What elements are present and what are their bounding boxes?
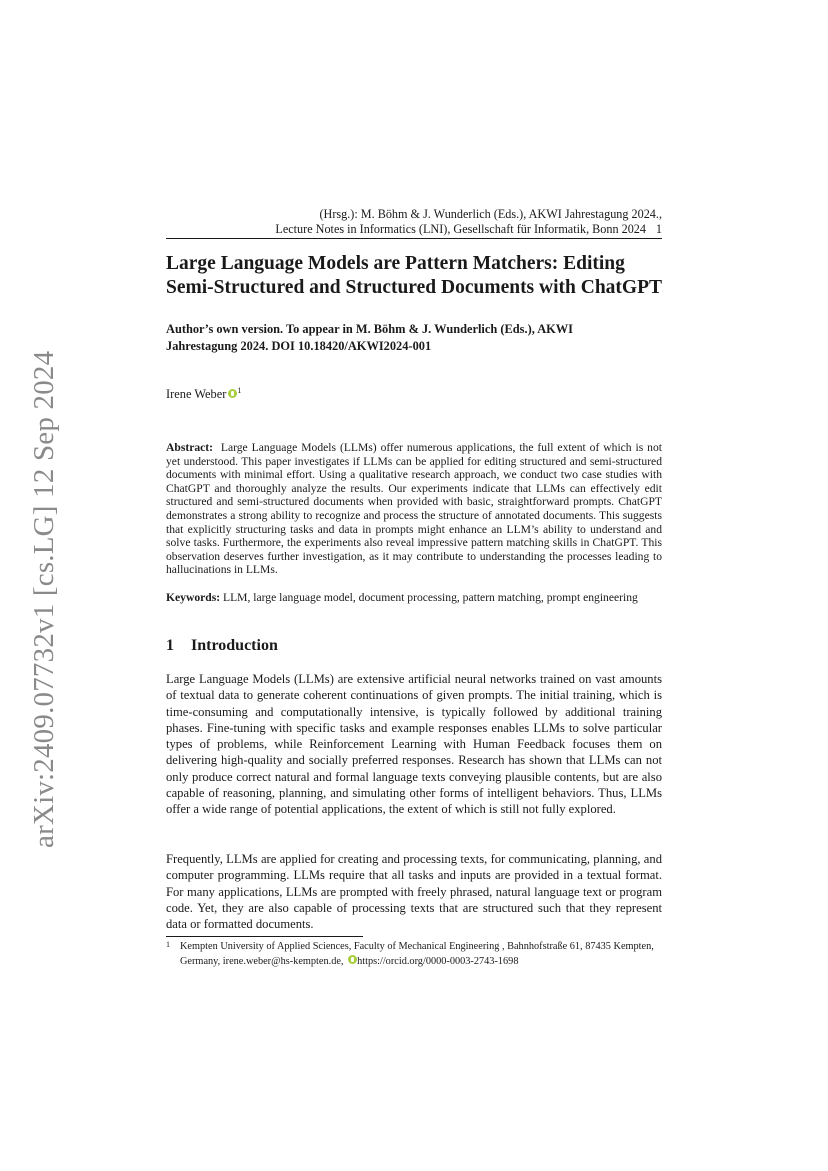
footnote-text: Kempten University of Applied Sciences, Faculty of Mechanical Engineering , Bahnhofstraße 61, 87435 Kempten, Germany, irene.weber@hs-kempten.de, — [180, 941, 654, 967]
keywords — [166, 591, 662, 605]
section-number: 1 — [166, 637, 174, 654]
abstract — [166, 441, 662, 577]
own-version-line1: Author’s own version. To appear in M. Böhm & J. Wunderlich (Eds.), AKWI — [166, 322, 574, 336]
footnote-rule — [166, 936, 363, 937]
keywords-label: Keywords: — [166, 591, 221, 604]
author-name: Irene Weber — [166, 387, 227, 401]
own-version-note — [166, 321, 646, 355]
section-heading — [166, 636, 278, 656]
running-head-line2-row — [166, 222, 662, 239]
own-version-line2: Jahrestagung 2024. DOI 10.18420/AKWI2024-001 — [166, 339, 432, 353]
running-head — [166, 207, 662, 239]
section-title: Introduction — [191, 637, 278, 654]
keywords-text: LLM, large language model, document processing, pattern matching, prompt engineering — [223, 591, 638, 604]
orcid-icon[interactable] — [228, 389, 237, 398]
running-head-line1: (Hrsg.): M. Böhm & J. Wunderlich (Eds.), AKWI Jahrestagung 2024., — [319, 207, 662, 221]
affiliation-mark: 1 — [237, 386, 242, 395]
page-number: 1 — [655, 222, 662, 236]
footnote-mark: 1 — [166, 940, 170, 949]
body-paragraph: Frequently, LLMs are applied for creating and processing texts, for communicating, planning, and computer programming. LLMs require that all tasks and inputs are provided in a textual format. For many applications, LLMs are prompted with freely phrased, natural language text or program code. Yet, they are also capable of processing texts that are structured such that they represent data or formatted documents. — [166, 852, 662, 932]
arxiv-stamp: arXiv:2409.07732v1 [cs.LG] 12 Sep 2024 — [28, 350, 60, 848]
orcid-link[interactable]: https://orcid.org/0000-0003-2743-1698 — [357, 955, 519, 967]
orcid-icon[interactable] — [348, 955, 357, 964]
footnote-body — [166, 940, 662, 969]
abstract-label: Abstract: — [166, 441, 214, 454]
running-head-line2: Lecture Notes in Informatics (LNI), Gesellschaft für Informatik, Bonn 2024 — [275, 222, 646, 236]
abstract-text: Large Language Models (LLMs) offer numerous applications, the full extent of which is not yet understood. This paper investigates if LLMs can be applied for editing structured and semi-structured documents with minimal effort. Using a qualitative research approach, we conduct two case studies with ChatGPT and thoroughly analyze the results. Our experiments indicate that LLMs can effectively edit structured and semi-structured documents when provided with basic, straightforward prompts. ChatGPT demonstrates a strong ability to recognize and process the structure of annotated documents. This suggests that explicitly structuring tasks and data in prompts might enhance an LLM’s ability to understand and solve tasks. Furthermore, the experiments also reveal impressive pattern matching skills in ChatGPT. This observation deserves further investigation, as it may contribute to understanding the processes leading to hallucinations in LLMs. — [166, 441, 662, 577]
paper-title — [166, 252, 666, 300]
body-paragraph: Large Language Models (LLMs) are extensive artificial neural networks trained on vast amounts of textual data to generate coherent continuations of given prompts. The initial training, which is time-consuming and computationally intensive, is typically followed by additional training phases. Fine-tuning with specific tasks and example responses enables LLMs to solve particular types of problems, while Reinforcement Learning with Human Feedback focuses them on delivering high-quality and socially preferred responses. Research has shown that LLMs can not only produce correct natural and formal language texts conveying plausible contents, but are also capable of reasoning, planning, and simulating other forms of intelligent behaviors. Thus, LLMs offer a wide range of potential applications, the extent of which is still not fully explored. — [166, 672, 662, 817]
title-line1: Large Language Models are Pattern Matchers: Editing — [166, 253, 625, 274]
title-line2: Semi-Structured and Structured Documents with ChatGPT — [166, 277, 662, 298]
author-line — [166, 386, 241, 402]
footnote — [166, 940, 662, 969]
